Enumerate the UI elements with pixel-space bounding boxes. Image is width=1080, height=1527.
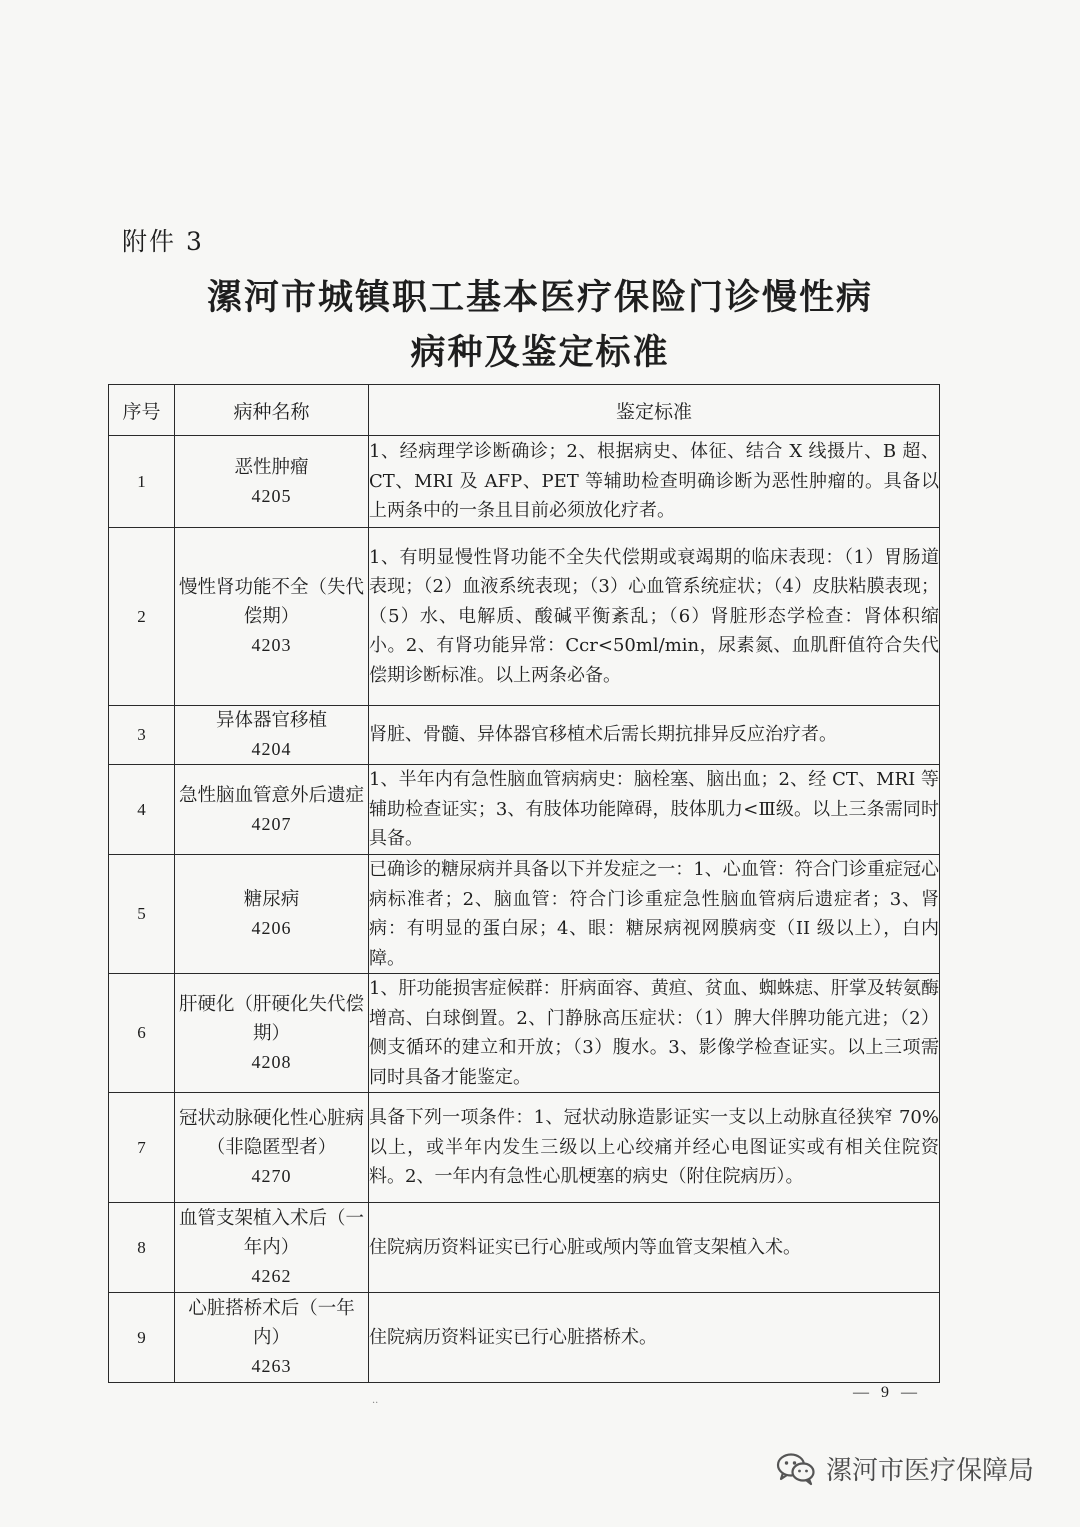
row-number: 4 [109,765,175,855]
disease-name-cell [175,1293,369,1383]
header-number: 序号 [109,385,175,436]
criteria-text: 住院病历资料证实已行心脏搭桥术。 [369,1293,940,1383]
disease-name: 心脏搭桥术后（一年内） [188,1298,355,1348]
disease-code: 4263 [251,1356,292,1376]
disease-name: 糖尿病 [243,889,300,910]
table-row [109,706,940,765]
table-row [109,765,940,855]
disease-name-cell [175,855,369,974]
row-number: 1 [109,436,175,528]
disease-name: 慢性肾功能不全（失代偿期） [178,577,364,627]
disease-code: 4205 [251,485,292,506]
criteria-text: 具备下列一项条件：1、冠状动脉造影证实一支以上动脉直径狭窄 70%以上，或半年内发生三级以上心绞痛并经心电图证实或有相关住院资料。2、一年内有急性心肌梗塞的病史（附住院病历）。 [369,1093,940,1203]
row-number: 6 [109,974,175,1093]
disease-name-cell [175,436,369,528]
disease-name-cell [175,974,369,1093]
row-number: 3 [109,706,175,765]
row-number: 5 [109,855,175,974]
attachment-label: 附件 3 [122,227,204,256]
criteria-text: 1、有明显慢性肾功能不全失代偿期或衰竭期的临床表现：（1）胃肠道表现；（2）血液系统表现；（3）心血管系统症状；（4）皮肤粘膜表现；（5）水、电解质、酸碱平衡紊乱；（6）肾脏形态学检查：肾体积缩小。2、有肾功能异常：Ccr<50ml/min，尿素氮、血肌酐值符合失代偿期诊断标准。以上两条必备。 [369,528,940,706]
page-number: — 9 — [853,1384,921,1401]
disease-name: 异体器官移植 [215,710,327,731]
table-row [109,436,940,528]
scan-speck: ·· [372,1398,379,1409]
disease-name: 急性脑血管意外后遗症 [178,784,364,806]
disease-code: 4206 [251,918,292,938]
disease-code: 4270 [251,1166,292,1186]
criteria-table [108,384,940,1383]
row-number: 7 [109,1093,175,1203]
disease-name: 冠状动脉硬化性心脏病（非隐匿型者） [178,1108,364,1158]
disease-name-cell [175,1093,369,1203]
header-criteria: 鉴定标准 [369,385,940,436]
disease-name: 恶性肿瘤 [234,456,309,478]
header-disease-name: 病种名称 [175,385,369,436]
table-row [109,1093,940,1203]
disease-name-cell [175,528,369,706]
criteria-text: 已确诊的糖尿病并具备以下并发症之一：1、心血管：符合门诊重症冠心病标准者；2、脑血管：符合门诊重症急性脑血管病后遗症者；3、肾病：有明显的蛋白尿；4、眼：糖尿病视网膜病变（II 级以上），白内障。 [369,855,940,974]
criteria-text: 肾脏、骨髓、异体器官移植术后需长期抗排异反应治疗者。 [369,706,940,765]
disease-name-cell [175,765,369,855]
criteria-text: 1、肝功能损害症候群：肝病面容、黄疸、贫血、蜘蛛痣、肝掌及转氨酶增高、白球倒置。2、门静脉高压症状：（1）脾大伴脾功能亢进；（2）侧支循环的建立和开放；（3）腹水。3、影像学检查证实。以上三项需同时具备才能鉴定。 [369,974,940,1093]
table-row [109,974,940,1093]
criteria-text: 1、经病理学诊断确诊；2、根据病史、体征、结合 X 线摄片、B 超、CT、MRI 及 AFP、PET 等辅助检查明确诊断为恶性肿瘤的。具备以上两条中的一条且目前必须放化疗者。 [369,436,940,528]
row-number: 2 [109,528,175,706]
page-title-line-2: 病种及鉴定标准 [410,332,670,373]
disease-code: 4207 [251,813,292,834]
page-title-line-1: 漯河市城镇职工基本医疗保险门诊慢性病 [206,277,873,318]
watermark [776,1450,1034,1487]
row-number: 9 [109,1293,175,1383]
table-row [109,528,940,706]
wechat-icon [776,1452,816,1486]
disease-name: 血管支架植入术后（一年内） [178,1208,364,1258]
disease-name: 肝硬化（肝硬化失代偿期） [178,993,364,1044]
disease-code: 4203 [251,635,292,655]
disease-name-cell [175,1203,369,1293]
criteria-text: 住院病历资料证实已行心脏或颅内等血管支架植入术。 [369,1203,940,1293]
table-header-row [109,385,940,436]
table-row [109,1293,940,1383]
table-row [109,1203,940,1293]
table-row [109,855,940,974]
row-number: 8 [109,1203,175,1293]
disease-code: 4208 [251,1051,292,1072]
disease-name-cell [175,706,369,765]
criteria-text: 1、半年内有急性脑血管病病史：脑栓塞、脑出血；2、经 CT、MRI 等辅助检查证实；3、有肢体功能障碍，肢体肌力<Ⅲ级。以上三条需同时具备。 [369,765,940,855]
watermark-text: 漯河市医疗保障局 [826,1456,1035,1486]
disease-code: 4204 [251,739,292,759]
disease-code: 4262 [251,1266,292,1286]
